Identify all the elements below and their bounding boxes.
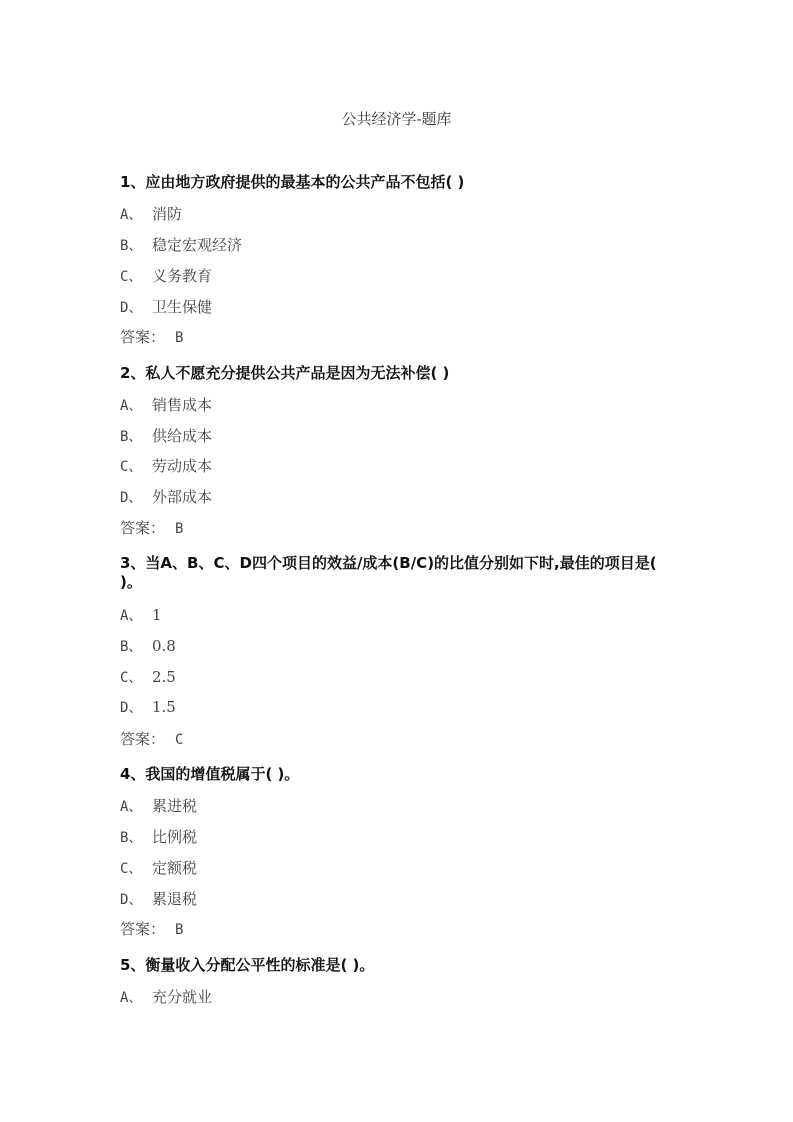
question-5: 5、衡量收入分配公平性的标准是( )。 <box>120 956 375 974</box>
option-1b: B、 稳定宏观经济 <box>120 236 243 254</box>
answer-3: 答案： C <box>120 730 184 748</box>
option-2c: C、 劳动成本 <box>120 457 213 475</box>
option-2d: D、 外部成本 <box>120 488 213 506</box>
document-title: 公共经济学-题库 <box>341 110 452 128</box>
option-4c: C、 定额税 <box>120 859 198 877</box>
question-1: 1、应由地方政府提供的最基本的公共产品不包括( ) <box>120 173 465 191</box>
option-4a: A、 累进税 <box>120 797 198 815</box>
answer-1: 答案： B <box>120 328 184 346</box>
option-4b: B、 比例税 <box>120 828 198 846</box>
option-3c: C、 2.5 <box>120 668 176 686</box>
option-1d: D、 卫生保健 <box>120 298 213 316</box>
question-4: 4、我国的增值税属于( )。 <box>120 765 300 783</box>
option-4d: D、 累退税 <box>120 890 198 908</box>
answer-2: 答案： B <box>120 519 184 537</box>
question-3: 3、当A、B、C、D四个项目的效益/成本(B/C)的比值分别如下时,最佳的项目是( )。 <box>120 554 657 591</box>
option-2b: B、 供给成本 <box>120 427 213 445</box>
option-2a: A、 销售成本 <box>120 396 213 414</box>
option-1c: C、 义务教育 <box>120 267 213 285</box>
option-3b: B、 0.8 <box>120 637 176 655</box>
question-2: 2、私人不愿充分提供公共产品是因为无法补偿( ) <box>120 364 450 382</box>
answer-4: 答案： B <box>120 920 184 938</box>
option-3d: D、 1.5 <box>120 698 176 716</box>
option-3a: A、 1 <box>120 606 162 624</box>
option-1a: A、 消防 <box>120 205 183 223</box>
option-5a: A、 充分就业 <box>120 988 213 1006</box>
